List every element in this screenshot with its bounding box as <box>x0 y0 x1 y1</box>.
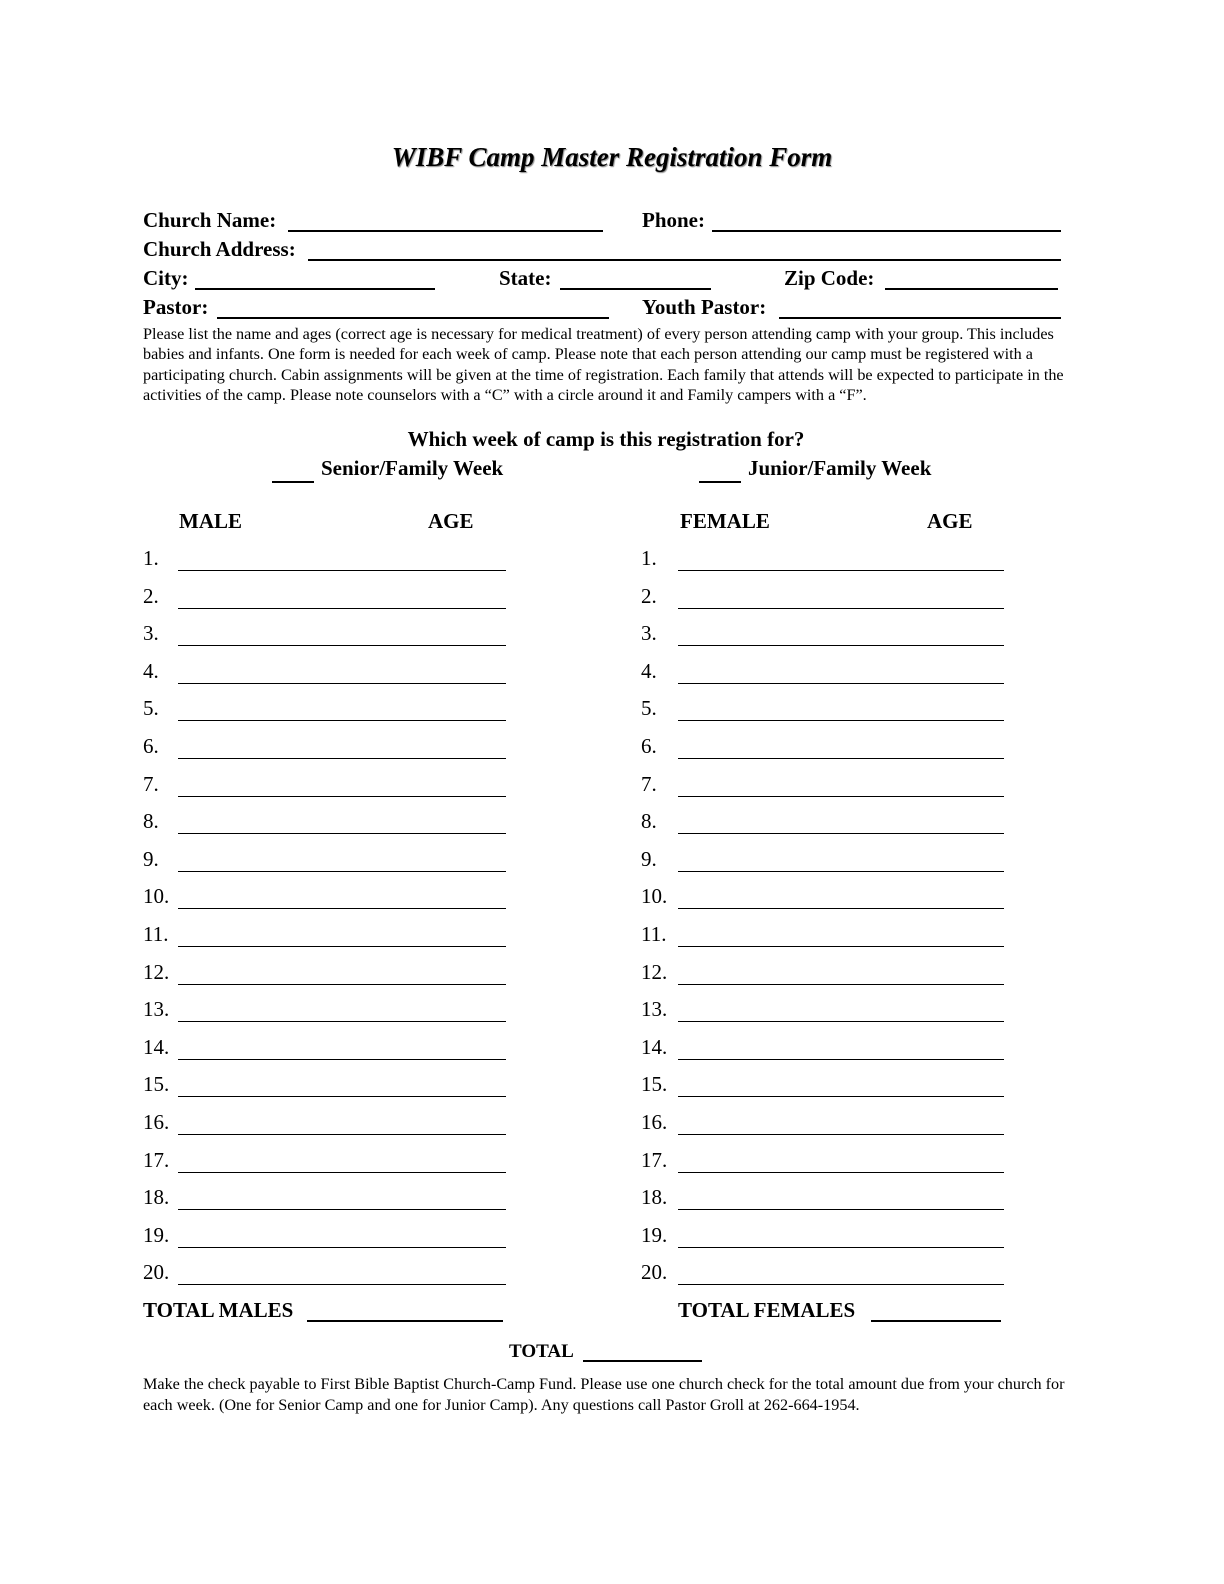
phone-label: Phone: <box>642 208 705 232</box>
female-row-number: 20. <box>641 1260 668 1284</box>
church-address-label: Church Address: <box>143 237 296 261</box>
male-row-number: 6. <box>143 734 159 758</box>
male-column-header: MALE <box>179 509 242 533</box>
female-entry-line[interactable] <box>678 984 1004 985</box>
female-entry-line[interactable] <box>678 645 1004 646</box>
male-entry-line[interactable] <box>178 796 506 797</box>
female-entry-line[interactable] <box>678 1209 1004 1210</box>
male-row-number: 18. <box>143 1185 170 1209</box>
male-entry-line[interactable] <box>178 683 506 684</box>
zip-code-field[interactable] <box>885 288 1058 290</box>
male-age-column-header: AGE <box>428 509 474 533</box>
youth-pastor-label: Youth Pastor: <box>642 295 767 319</box>
female-entry-line[interactable] <box>678 1021 1004 1022</box>
phone-field[interactable] <box>712 230 1061 232</box>
pastor-field[interactable] <box>217 317 609 319</box>
female-row-number: 4. <box>641 659 657 683</box>
male-row-number: 13. <box>143 997 170 1021</box>
church-address-field[interactable] <box>308 259 1061 261</box>
female-entry-line[interactable] <box>678 908 1004 909</box>
junior-week-checkline[interactable] <box>699 481 741 483</box>
female-row-number: 6. <box>641 734 657 758</box>
male-entry-line[interactable] <box>178 645 506 646</box>
male-row-number: 17. <box>143 1148 170 1172</box>
junior-week-option: Junior/Family Week <box>748 456 932 480</box>
male-entry-line[interactable] <box>178 720 506 721</box>
state-label: State: <box>499 266 552 290</box>
form-title: WIBF Camp Master Registration Form <box>391 142 833 172</box>
female-row-number: 15. <box>641 1072 668 1096</box>
male-row-number: 14. <box>143 1035 170 1059</box>
male-row-number: 3. <box>143 621 159 645</box>
male-row-number: 7. <box>143 772 159 796</box>
female-row-number: 12. <box>641 960 668 984</box>
senior-week-checkline[interactable] <box>272 481 314 483</box>
male-row-number: 20. <box>143 1260 170 1284</box>
male-entry-line[interactable] <box>178 1059 506 1060</box>
male-entry-line[interactable] <box>178 984 506 985</box>
female-row-number: 13. <box>641 997 668 1021</box>
male-row-number: 19. <box>143 1223 170 1247</box>
church-name-field[interactable] <box>288 230 603 232</box>
female-entry-line[interactable] <box>678 1172 1004 1173</box>
female-entry-line[interactable] <box>678 796 1004 797</box>
female-entry-line[interactable] <box>678 570 1004 571</box>
female-row-number: 7. <box>641 772 657 796</box>
church-name-label: Church Name: <box>143 208 277 232</box>
youth-pastor-field[interactable] <box>779 317 1061 319</box>
grand-total-label: TOTAL <box>509 1341 574 1362</box>
female-row-number: 2. <box>641 584 657 608</box>
female-row-number: 19. <box>641 1223 668 1247</box>
female-row-number: 8. <box>641 809 657 833</box>
female-entry-line[interactable] <box>678 1284 1004 1285</box>
total-females-label: TOTAL FEMALES <box>678 1298 856 1322</box>
male-entry-line[interactable] <box>178 570 506 571</box>
city-label: City: <box>143 266 189 290</box>
state-field[interactable] <box>560 288 711 290</box>
grand-total-field[interactable] <box>583 1360 702 1362</box>
female-row-number: 14. <box>641 1035 668 1059</box>
female-row-number: 16. <box>641 1110 668 1134</box>
male-row-number: 2. <box>143 584 159 608</box>
female-row-number: 1. <box>641 546 657 570</box>
male-row-number: 10. <box>143 884 170 908</box>
female-entry-line[interactable] <box>678 833 1004 834</box>
male-entry-line[interactable] <box>178 758 506 759</box>
male-entry-line[interactable] <box>178 608 506 609</box>
female-row-number: 3. <box>641 621 657 645</box>
male-row-number: 15. <box>143 1072 170 1096</box>
female-row-number: 5. <box>641 696 657 720</box>
total-males-label: TOTAL MALES <box>143 1298 294 1322</box>
female-column-header: FEMALE <box>680 509 770 533</box>
total-males-field[interactable] <box>307 1320 503 1322</box>
female-row-number: 10. <box>641 884 668 908</box>
total-females-field[interactable] <box>871 1320 1001 1322</box>
male-row-number: 5. <box>143 696 159 720</box>
female-entry-line[interactable] <box>678 1059 1004 1060</box>
male-entry-line[interactable] <box>178 833 506 834</box>
male-row-number: 16. <box>143 1110 170 1134</box>
pastor-label: Pastor: <box>143 295 209 319</box>
male-entry-line[interactable] <box>178 871 506 872</box>
instructions-paragraph: Please list the name and ages (correct age is necessary for medical treatment) of every person attending camp with your group. This includes babies and infants. One form is needed for each week of camp. Please note that each person attending our camp must be registered with a participating church. Cabin assignments will be given at the time of registration. Each family that attends will be expected to participate in the activities of the camp. Please note counselors with a “C” with a circle around it and Family campers with a “F”. <box>143 325 1064 405</box>
city-field[interactable] <box>195 288 435 290</box>
male-entry-line[interactable] <box>178 908 506 909</box>
female-row-number: 11. <box>641 922 667 946</box>
female-entry-line[interactable] <box>678 720 1004 721</box>
male-row-number: 8. <box>143 809 159 833</box>
male-row-number: 1. <box>143 546 159 570</box>
male-entry-line[interactable] <box>178 1247 506 1248</box>
female-age-column-header: AGE <box>927 509 973 533</box>
female-entry-line[interactable] <box>678 683 1004 684</box>
female-row-number: 18. <box>641 1185 668 1209</box>
female-entry-line[interactable] <box>678 946 1004 947</box>
zip-code-label: Zip Code: <box>784 266 875 290</box>
male-entry-line[interactable] <box>178 1209 506 1210</box>
male-entry-line[interactable] <box>178 1096 506 1097</box>
male-row-number: 4. <box>143 659 159 683</box>
payment-instructions: Make the check payable to First Bible Baptist Church-Camp Fund. Please use one church check for the total amount due from your church for each week. (One for Senior Camp and one for Junior Camp). Any questions call Pastor Groll at 262-664-1954. <box>143 1375 1065 1414</box>
male-row-number: 9. <box>143 847 159 871</box>
week-question: Which week of camp is this registration for? <box>407 427 805 451</box>
male-row-number: 12. <box>143 960 170 984</box>
male-entry-line[interactable] <box>178 1284 506 1285</box>
female-entry-line[interactable] <box>678 1096 1004 1097</box>
female-entry-line[interactable] <box>678 1247 1004 1248</box>
male-row-number: 11. <box>143 922 169 946</box>
female-row-number: 17. <box>641 1148 668 1172</box>
male-entry-line[interactable] <box>178 1172 506 1173</box>
female-entry-line[interactable] <box>678 1134 1004 1135</box>
senior-week-option: Senior/Family Week <box>321 456 504 480</box>
male-entry-line[interactable] <box>178 1134 506 1135</box>
female-entry-line[interactable] <box>678 608 1004 609</box>
female-entry-line[interactable] <box>678 871 1004 872</box>
male-entry-line[interactable] <box>178 1021 506 1022</box>
female-entry-line[interactable] <box>678 758 1004 759</box>
female-row-number: 9. <box>641 847 657 871</box>
male-entry-line[interactable] <box>178 946 506 947</box>
